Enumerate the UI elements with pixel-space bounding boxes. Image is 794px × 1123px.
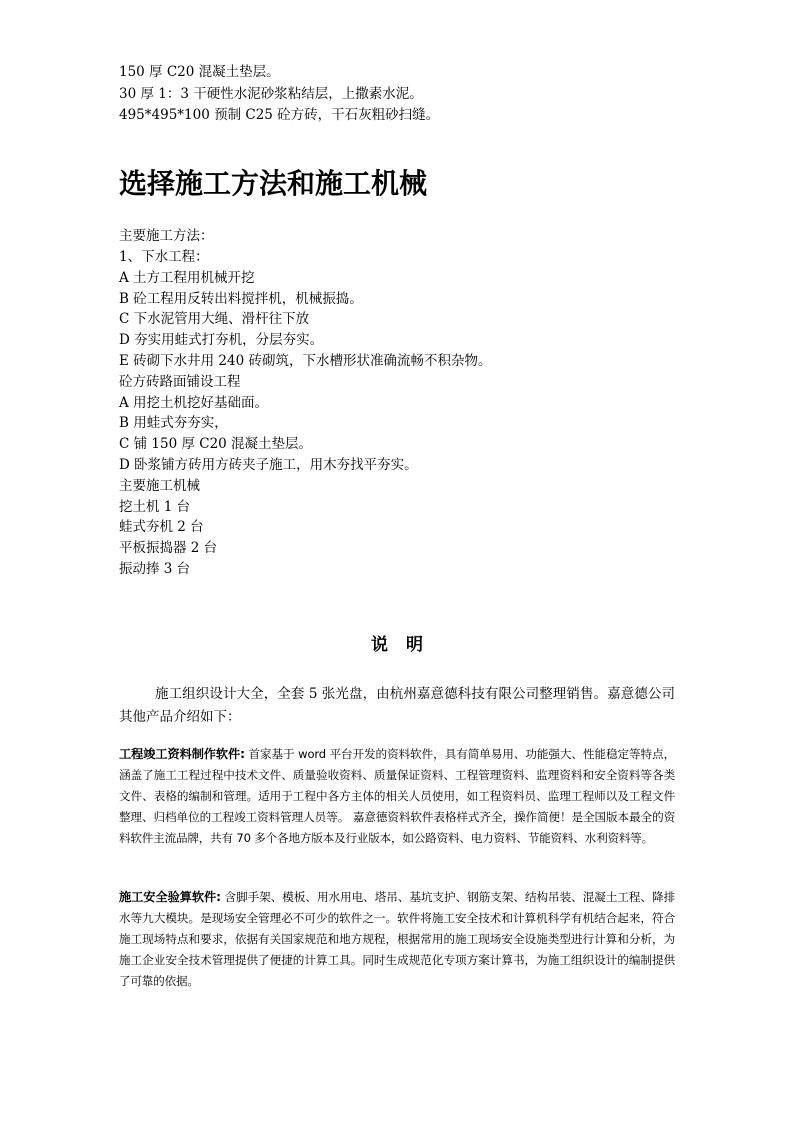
product-name: 工程竣工资料制作软件: [119,747,245,761]
method-line: E 砖砌下水井用 240 砖砌筑，下水槽形状准确流畅不积杂物。 [119,353,492,369]
method-line: 主要施工方法： [119,228,214,244]
method-line: D 夯实用蛙式打夯机，分层夯实。 [119,332,324,348]
product-text: 首家基于 word 平台开发的资料软件，具有简单易用、功能强大、性能稳定等特点，涵盖了施工工程过程中技术文件、质量验收资料、质量保证资料、工程管理资料、监理资料和安全资料等各类文件、表格的编制和管理。适用于工程中各方主体的相关人员使用，如工程资料员、监理工程师以及工程文件整理、归档单位的工程竣工资料管理人员等。 嘉意德资料软件表格样式齐全，操作简便！是全国版本最全的资料软件主流品牌，共有 70 多个各地方版本及行业版本，如公路资料、电力资料、节能资料、水利资料等。 [119,747,675,845]
spec-line-mortar: 30 厚 1：3 干硬性水泥砂浆粘结层，上撒素水泥。 [119,86,423,102]
spec-line-brick: 495*495*100 预制 C25 砼方砖，干石灰粗砂扫缝。 [119,107,440,123]
section-heading: 选择施工方法和施工机械 [119,167,428,200]
method-line: 振动捧 3 台 [119,561,191,577]
method-line: 蛙式夯机 2 台 [119,519,204,535]
method-line: C 下水泥管用大绳、滑杆往下放 [119,311,310,327]
method-line: 1、下水工程： [119,249,209,265]
notice-intro: 施工组织设计大全，全套 5 张光盘，由杭州嘉意德科技有限公司整理销售。嘉意德公司其他产品介绍如下： [119,686,675,725]
product-text: 含脚手架、模板、用水用电、塔吊、基坑支护、钢筋支架、结构吊装、混凝土工程、降排水等九大模块。是现场安全管理必不可少的软件之一。软件将施工安全技术和计算机科学有机结合起来，符合施工现场特点和要求，依据有关国家规范和地方规程，根据常用的施工现场安全设施类型进行计算和分析，为施工企业安全技术管理提供了便捷的计算工具。同时生成规范化专项方案计算书，为施工组织设计的编制提供了可靠的依据。 [119,890,675,988]
method-line: A 土方工程用机械开挖 [119,270,255,286]
method-line: 砼方砖路面铺设工程 [119,374,241,390]
product-description [119,887,675,992]
spec-line-cushion: 150 厚 C20 混凝土垫层。 [119,64,280,80]
method-line: D 卧浆铺方砖用方砖夹子施工，用木夯找平夯实。 [119,457,418,473]
method-line: 挖土机 1 台 [119,499,191,515]
method-line: B 用蛙式夯夯实， [119,415,228,431]
method-line: B 砼工程用反转出料搅拌机，机械振捣。 [119,291,363,307]
method-line: A 用挖土机挖好基础面。 [119,395,269,411]
product-name: 施工安全验算软件: [119,890,221,904]
method-line: C 铺 150 厚 C20 混凝土垫层。 [119,436,313,452]
method-line: 平板振捣器 2 台 [119,540,218,556]
notice-title: 说明 [371,635,441,655]
method-line: 主要施工机械 [119,478,200,494]
product-description [119,744,675,849]
